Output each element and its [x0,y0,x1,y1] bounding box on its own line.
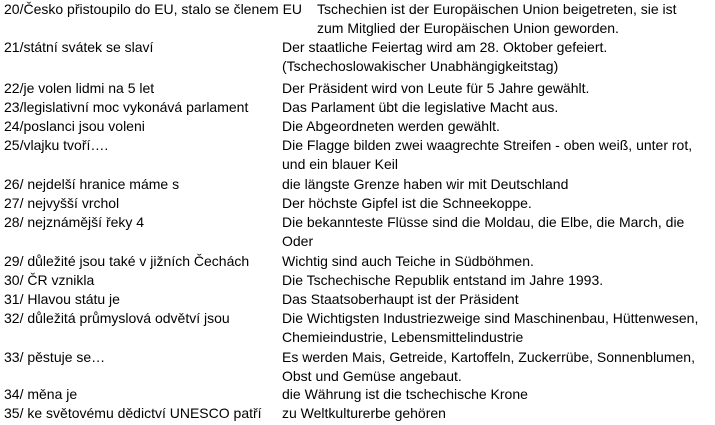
czech-phrase: 20/Česko přistoupilo do EU, stalo se členem EU [4,1,303,17]
german-translation: Die bekannteste Flüsse sind die Moldau, die Elbe, die March, die [282,214,685,230]
german-translation: und ein blauer Keil [282,156,398,172]
czech-phrase: 35/ ke světovému dědictví UNESCO patří [4,405,262,421]
czech-phrase: 30/ ČR vznikla [4,272,95,288]
german-translation: Die Flagge bilden zwei waagrechte Streifen - oben weiß, unter rot, [282,137,693,153]
czech-phrase: 23/legislativní moc vykonává parlament [4,99,249,115]
czech-phrase: 25/vlajku tvoří…. [4,137,109,153]
czech-phrase: 29/ důležité jsou také v jižních Čechách [4,253,250,269]
czech-phrase: 26/ nejdelší hranice máme s [4,176,180,192]
czech-phrase: 31/ Hlavou státu je [4,291,120,307]
czech-phrase: 34/ měna je [4,386,78,402]
czech-phrase: 33/ pěstuje se… [4,349,106,365]
german-translation: Das Parlament übt die legislative Macht aus. [282,99,559,115]
german-translation: Chemieindustrie, Lebensmittelindustrie [282,329,524,345]
german-translation: Der Präsident wird von Leute für 5 Jahre gewählt. [282,80,590,96]
german-translation: (Tschechoslowakischer Unabhängigkeitstag) [282,58,559,74]
german-translation: Der höchste Gipfel ist die Schneekoppe. [282,195,532,211]
german-translation: Die Wichtigsten Industriezweige sind Maschinenbau, Hüttenwesen, [282,310,699,326]
german-translation: Das Staatsoberhaupt ist der Präsident [282,291,519,307]
german-translation: Oder [282,233,314,249]
czech-phrase: 28/ nejznámější řeky 4 [4,214,145,230]
german-translation: Die Tschechische Republik entstand im Jahre 1993. [282,272,604,288]
czech-phrase: 21/státní svátek se slaví [4,39,154,55]
czech-phrase: 32/ důležitá průmyslová odvětví jsou [4,310,230,326]
czech-phrase: 24/poslanci jsou voleni [4,118,145,134]
german-translation: Die Abgeordneten werden gewählt. [282,118,500,134]
german-translation: Tschechien ist der Europäischen Union beigetreten, sie ist [317,1,677,17]
german-translation: Wichtig sind auch Teiche in Südböhmen. [282,253,534,269]
german-translation: Der staatliche Feiertag wird am 28. Oktober gefeiert. [282,39,608,55]
german-translation: zu Weltkulturerbe gehören [282,405,446,421]
german-translation: die Währung ist die tschechische Krone [282,386,528,402]
czech-phrase: 22/je volen lidmi na 5 let [4,80,155,96]
czech-phrase: 27/ nejvyšší vrchol [4,195,120,211]
german-translation: zum Mitglied der Europäischen Union geworden. [317,20,619,36]
german-translation: die längste Grenze haben wir mit Deutschland [282,176,569,192]
german-translation: Es werden Mais, Getreide, Kartoffeln, Zuckerrübe, Sonnenblumen, [282,349,695,365]
german-translation: Obst und Gemüse angebaut. [282,368,462,384]
